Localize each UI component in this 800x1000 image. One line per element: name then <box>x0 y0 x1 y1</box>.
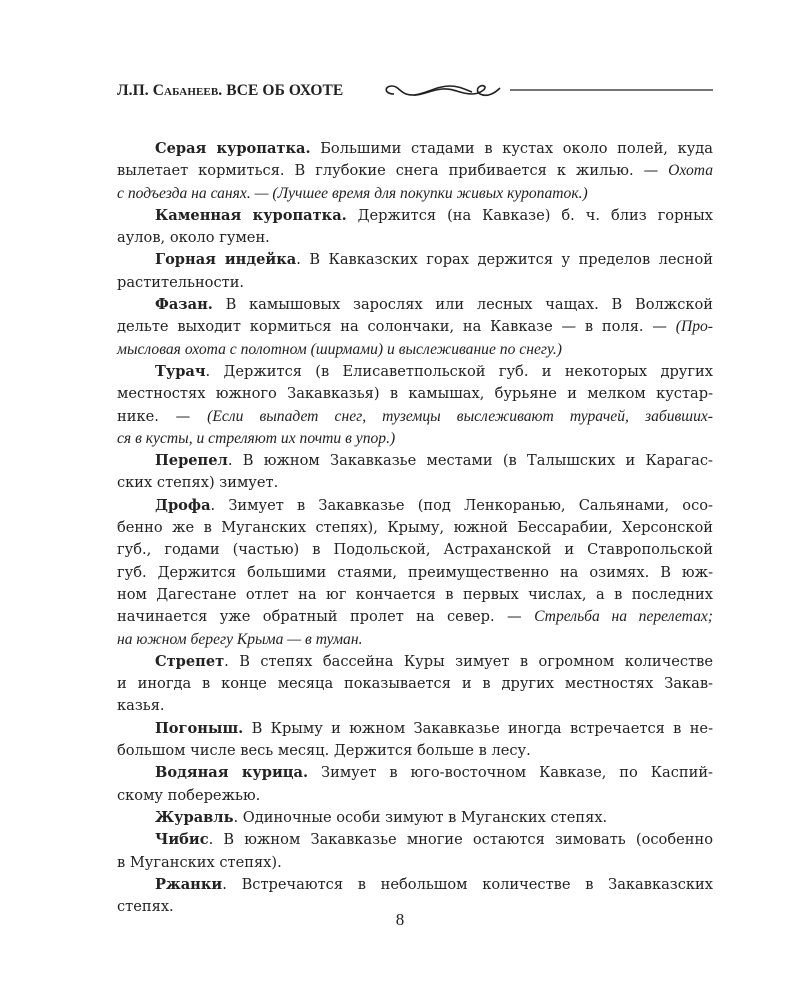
text-line <box>117 673 713 695</box>
entry-text: вылетает кормиться. В глубокие снега прибивается к жилью. — <box>117 162 669 180</box>
text-line <box>117 294 713 316</box>
entry-text: . В южном Закавказье многие остаются зимовать (особенно <box>208 831 713 849</box>
entry-note: Охота <box>668 162 713 180</box>
entry-text: бенно же в Муганских степях), Крыму, южной Бессарабии, Херсонской <box>117 519 713 537</box>
entry-text: ном Дагестане отлет на юг кончается в первых числах, а в последних <box>117 585 713 603</box>
entry-text: . В южном Закавказье местами (в Талышских и Карагас- <box>227 452 713 470</box>
text-line <box>117 762 713 784</box>
text-line <box>117 138 713 160</box>
text-line <box>117 383 713 405</box>
entry-note: мысловая охота с полотном (ширмами) и выслеживание по снегу.) <box>117 340 562 358</box>
entry-text: аулов, около гумен. <box>117 229 270 247</box>
entry-text: растительности. <box>117 273 245 291</box>
author-name: Л.П. Сабанеев. <box>117 82 223 99</box>
entry-text: в Муганских степях). <box>117 853 282 871</box>
paragraph <box>117 138 713 205</box>
entry-term: Журавль <box>155 808 234 826</box>
text-line <box>117 852 713 874</box>
text-line <box>117 450 713 472</box>
entry-text: В Крыму и южном Закавказье иногда встречается в не- <box>243 719 713 737</box>
entry-term: Дрофа <box>155 496 211 514</box>
text-line <box>117 539 713 561</box>
entry-text: и иногда в конце месяца показывается и в других местностях Закав- <box>117 675 713 693</box>
entry-text: казья. <box>117 697 165 715</box>
text-line <box>117 183 713 205</box>
text-line <box>117 249 713 271</box>
entry-text: . Одиночные особи зимуют в Муганских степях. <box>233 808 608 826</box>
text-line <box>117 695 713 717</box>
entry-term: Каменная куропатка. <box>155 206 347 224</box>
text-line <box>117 472 713 494</box>
entry-term: Погоныш. <box>155 719 244 737</box>
text-line <box>117 339 713 361</box>
entry-text: . Зимует в Закавказье (под Ленкоранью, Сальянами, осо- <box>210 496 713 514</box>
entry-text: нике. — <box>117 407 208 425</box>
entry-term: Серая куропатка. <box>155 140 311 157</box>
text-line <box>117 361 713 383</box>
entry-term: Ржанки <box>155 875 223 893</box>
paragraph <box>117 718 713 763</box>
text-line <box>117 495 713 517</box>
entry-text: губ. Держится большими стаями, преимущественно на озимях. В юж- <box>117 563 713 581</box>
paragraph <box>117 807 713 829</box>
text-line <box>117 584 713 606</box>
entry-term: Перепел <box>155 452 228 470</box>
entry-text: начинается уже обратный пролет на север. — <box>117 608 535 626</box>
text-line <box>117 227 713 249</box>
entry-text: губ., годами (частью) в Подольской, Астраханской и Ставропольской <box>117 541 713 559</box>
entry-text: . В степях бассейна Куры зимует в огромном количестве <box>224 652 713 670</box>
entry-note: (Если выпадет снег, туземцы выслеживают турачей, забивших- <box>207 407 713 425</box>
text-line <box>117 807 713 829</box>
entry-text: степях. <box>117 898 174 916</box>
body-text <box>117 138 713 918</box>
text-line <box>117 316 713 338</box>
text-line <box>117 829 713 851</box>
paragraph <box>117 450 713 495</box>
text-line <box>117 606 713 628</box>
entry-text: дельте выходит кормиться на солончаки, на Кавказе — в поля. — <box>117 318 676 336</box>
paragraph <box>117 651 713 718</box>
page-number: 8 <box>395 910 405 929</box>
entry-term: Горная индейка <box>155 251 297 269</box>
entry-note: Стрельба на перелетах; <box>534 608 713 626</box>
entry-text: большом числе весь месяц. Держится больше в лесу. <box>117 742 531 760</box>
entry-text: ских степях) зимует. <box>117 474 279 492</box>
paragraph <box>117 249 713 294</box>
entry-text: В камышовых зарослях или лесных чащах. В Волжской <box>212 296 713 314</box>
text-line <box>117 740 713 762</box>
text-line <box>117 629 713 651</box>
entry-term: Фазан. <box>155 296 213 314</box>
entry-term: Стрепет <box>155 652 225 670</box>
text-line <box>117 651 713 673</box>
entry-text: . Встречаются в небольшом количестве в Закавказских <box>222 875 713 893</box>
paragraph <box>117 762 713 807</box>
entry-note: с подъезда на санях. — (Лучшее время для покупки живых куропаток.) <box>117 184 588 202</box>
text-line <box>117 785 713 807</box>
running-header-title <box>117 82 343 100</box>
flourish-ornament <box>380 80 713 104</box>
book-title: ВСЕ ОБ ОХОТЕ <box>226 82 344 99</box>
text-line <box>117 718 713 740</box>
text-line <box>117 517 713 539</box>
text-line <box>117 874 713 896</box>
paragraph <box>117 361 713 450</box>
text-line <box>117 406 713 428</box>
entry-text: . Держится (в Елисаветпольской губ. и некоторых других <box>205 362 713 380</box>
text-line <box>117 562 713 584</box>
entry-note: ся в кусты, и стреляют их почти в упор.) <box>117 429 396 447</box>
running-header <box>117 80 713 106</box>
entry-text: . В Кавказских горах держится у пределов лесной <box>296 251 713 269</box>
text-line <box>117 160 713 182</box>
entry-text: скому побережью. <box>117 786 261 804</box>
entry-note: на южном берегу Крыма — в туман. <box>117 630 363 648</box>
text-line <box>117 205 713 227</box>
entry-text: Большими стадами в кустах около полей, куда <box>310 140 713 157</box>
text-line <box>117 428 713 450</box>
entry-text: Зимует в юго-восточном Кавказе, по Каспий- <box>308 764 713 782</box>
entry-term: Водяная курица. <box>155 764 309 782</box>
entry-text: местностях южного Закавказья) в камышах, бурьяне и мелком кустар- <box>117 385 713 403</box>
entry-term: Турач <box>155 362 206 380</box>
paragraph <box>117 829 713 874</box>
text-line <box>117 272 713 294</box>
entry-text: Держится (на Кавказе) б. ч. близ горных <box>346 206 713 224</box>
entry-note: (Про- <box>675 318 713 336</box>
entry-term: Чибис <box>155 831 209 849</box>
paragraph <box>117 495 713 651</box>
paragraph <box>117 294 713 361</box>
paragraph <box>117 205 713 250</box>
